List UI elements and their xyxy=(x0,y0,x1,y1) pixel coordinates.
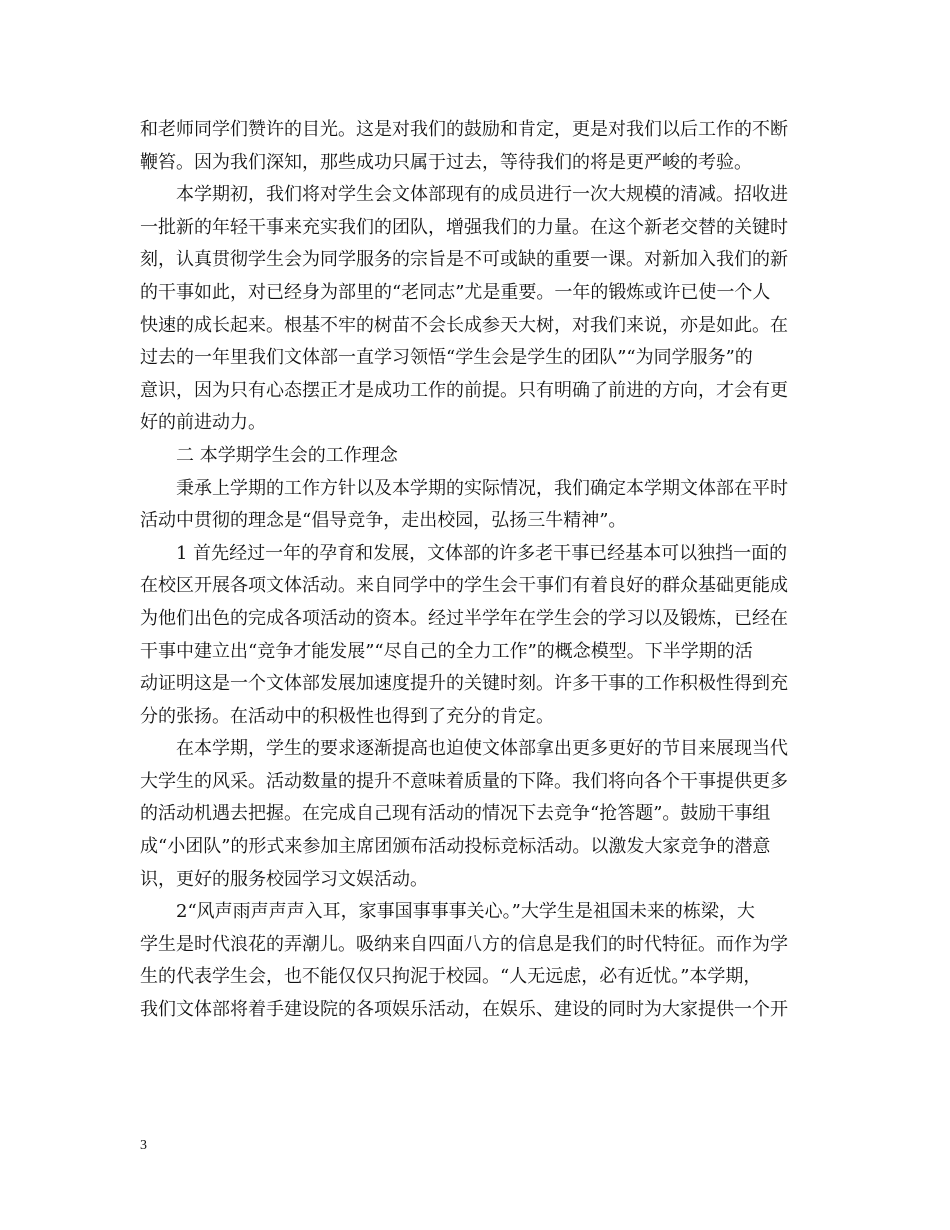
text-line: 动证明这是一个文体部发展加速度提升的关键时刻。许多干事的工作积极性得到充 xyxy=(140,673,788,695)
text-line: 快速的成长起来。根基不牢的树苗不会长成参天大树，对我们来说，亦是如此。在 xyxy=(140,314,788,336)
text-line: 干事中建立出“竞争才能发展”“尽自己的全力工作”的概念模型。下半学期的活 xyxy=(140,640,753,662)
text-line: 本学期初，我们将对学生会文体部现有的成员进行一次大规模的清减。招收进 xyxy=(176,184,788,206)
body-text xyxy=(140,114,812,1027)
text-line: 我们文体部将着手建设院的各项娱乐活动，在娱乐、建设的同时为大家提供一个开 xyxy=(140,999,788,1021)
text-line: 意识，因为只有心态摆正才是成功工作的前提。只有明确了前进的方向，才会有更 xyxy=(140,379,788,401)
page-number: 3 xyxy=(140,1138,147,1153)
text-line: 过去的一年里我们文体部一直学习领悟“学生会是学生的团队”“为同学服务”的 xyxy=(140,347,753,369)
text-line: 鞭笞。因为我们深知，那些成功只属于过去，等待我们的将是更严峻的考验。 xyxy=(140,151,752,173)
text-line: 的干事如此，对已经身为部里的“老同志”尤是重要。一年的锻炼或许已使一个人 xyxy=(140,281,771,303)
text-line: 活动中贯彻的理念是“倡导竞争，走出校园，弘扬三牛精神”。 xyxy=(140,510,627,532)
text-line: 和老师同学们赞许的目光。这是对我们的鼓励和肯定，更是对我们以后工作的不断 xyxy=(140,119,788,140)
text-line: 生的代表学生会，也不能仅仅只拘泥于校园。“人无远虑，必有近忧。”本学期， xyxy=(140,966,762,988)
text-line: 识，更好的服务校园学习文娱活动。 xyxy=(140,868,428,890)
text-line: 为他们出色的完成各项活动的资本。经过半学年在学生会的学习以及锻炼，已经在 xyxy=(140,607,788,629)
text-line: 2“风声雨声声声入耳，家事国事事事关心。”大学生是祖国未来的栋梁，大 xyxy=(176,901,755,923)
text-line: 学生是时代浪花的弄潮儿。吸纳来自四面八方的信息是我们的时代特征。而作为学 xyxy=(140,933,788,955)
text-line: 分的张扬。在活动中的积极性也得到了充分的肯定。 xyxy=(140,705,554,727)
text-line: 刻，认真贯彻学生会为同学服务的宗旨是不可或缺的重要一课。对新加入我们的新 xyxy=(140,249,788,271)
text-line: 在校区开展各项文体活动。来自同学中的学生会干事们有着良好的群众基础更能成 xyxy=(140,575,788,597)
text-line: 好的前进动力。 xyxy=(140,412,266,434)
text-line: 在本学期，学生的要求逐渐提高也迫使文体部拿出更多更好的节目来展现当代 xyxy=(176,738,788,760)
text-line: 大学生的风采。活动数量的提升不意味着质量的下降。我们将向各个干事提供更多 xyxy=(140,770,788,792)
text-line: 成“小团队”的形式来参加主席团颁布活动投标竞标活动。以激发大家竞争的潜意 xyxy=(140,836,771,858)
text-line: 1 首先经过一年的孕育和发展，文体部的许多老干事已经基本可以独挡一面的 xyxy=(176,542,788,564)
text-line: 秉承上学期的工作方针以及本学期的实际情况，我们确定本学期文体部在平时 xyxy=(176,477,788,499)
text-line: 的活动机遇去把握。在完成自己现有活动的情况下去竞争“抢答题”。鼓励干事组 xyxy=(140,803,771,825)
text-line: 一批新的年轻干事来充实我们的团队，增强我们的力量。在这个新老交替的关键时 xyxy=(140,216,788,238)
text-line: 二 本学期学生会的工作理念 xyxy=(176,444,398,466)
